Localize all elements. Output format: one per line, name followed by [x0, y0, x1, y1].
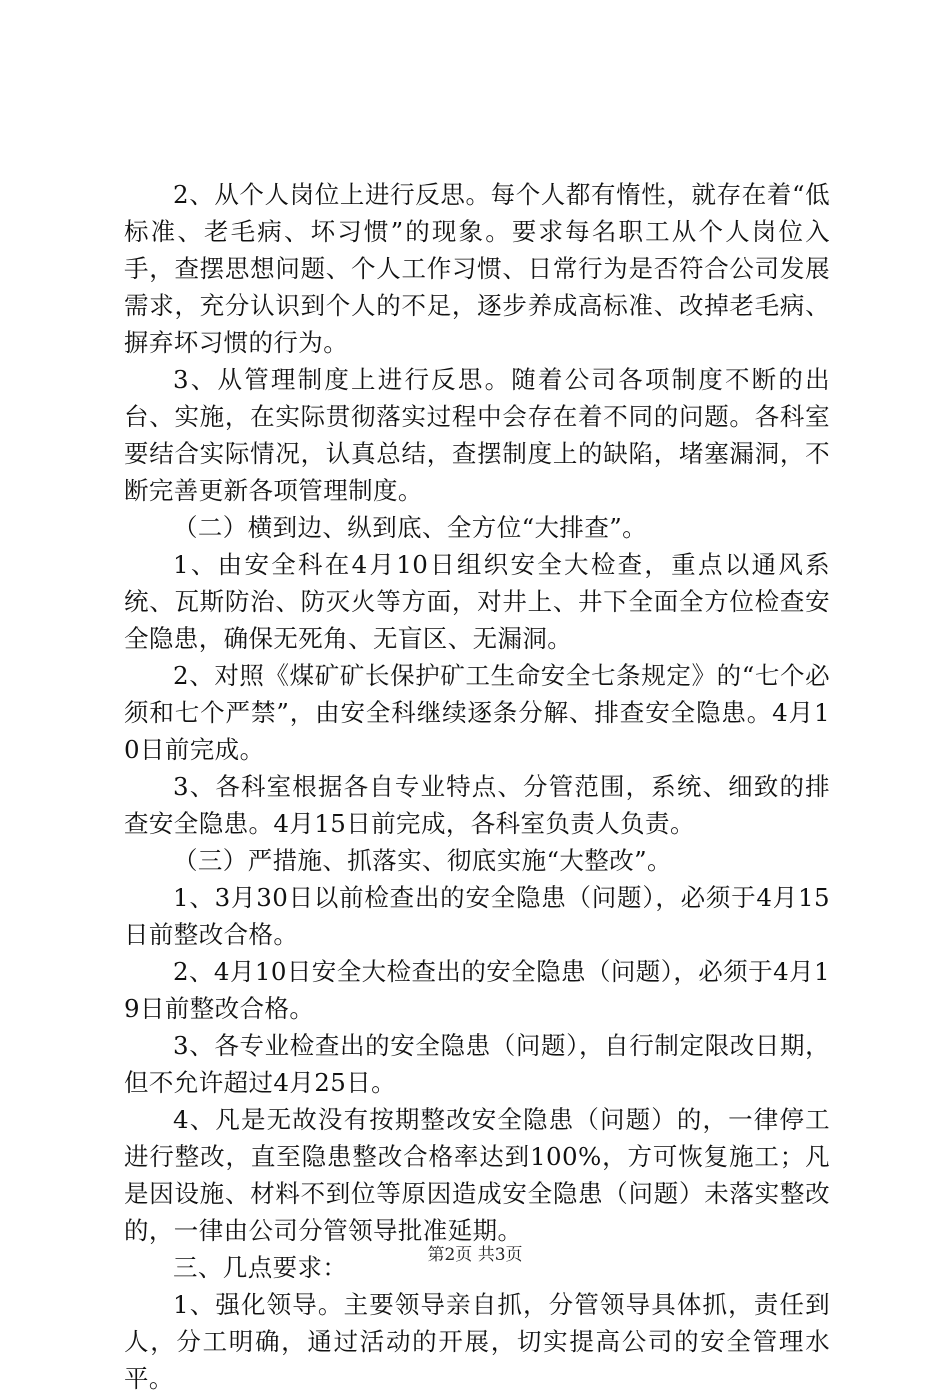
paragraph-rectification-4: 4、凡是无故没有按期整改安全隐患（问题）的，一律停工进行整改，直至隐患整改合格率达到100%，方可恢复施工；凡是因设施、材料不到位等原因造成安全隐患（问题）未落实整改的，一律由公司分管领导批准延期。	[124, 1105, 830, 1245]
section-heading-inspection: （二）横到边、纵到底、全方位“大排查”。	[173, 513, 648, 542]
paragraph-personal-reflection: 2、从个人岗位上进行反思。每个人都有惰性，就存在着“低标准、老毛病、坏习惯”的现象。要求每名职工从个人岗位入手，查摆思想问题、个人工作习惯、日常行为是否符合公司发展需求，充分认识到个人的不足，逐步养成高标准、改掉老毛病、摒弃坏习惯的行为。	[124, 180, 830, 357]
paragraph-management-reflection: 3、从管理制度上进行反思。随着公司各项制度不断的出台、实施，在实际贯彻落实过程中会存在着不同的问题。各科室要结合实际情况，认真总结，查摆制度上的缺陷，堵塞漏洞，不断完善更新各项管理制度。	[124, 365, 830, 505]
paragraph-inspection-3: 3、各科室根据各自专业特点、分管范围，系统、细致的排查安全隐患。4月15日前完成，各科室负责人负责。	[124, 772, 830, 838]
section-heading-requirements: 三、几点要求：	[173, 1253, 348, 1282]
section-heading-rectification: （三）严措施、抓落实、彻底实施“大整改”。	[173, 846, 672, 875]
paragraph-rectification-3: 3、各专业检查出的安全隐患（问题），自行制定限改日期，但不允许超过4月25日。	[124, 1031, 830, 1097]
document-body	[124, 176, 830, 1397]
paragraph-inspection-2: 2、对照《煤矿矿长保护矿工生命安全七条规定》的“七个必须和七个严禁”，由安全科继续逐条分解、排查安全隐患。4月10日前完成。	[124, 661, 830, 764]
paragraph-inspection-1: 1、由安全科在4月10日组织安全大检查，重点以通风系统、瓦斯防治、防灭火等方面，对井上、井下全面全方位检查安全隐患，确保无死角、无盲区、无漏洞。	[124, 550, 830, 653]
paragraph-requirement-1: 1、强化领导。主要领导亲自抓，分管领导具体抓，责任到人，分工明确，通过活动的开展，切实提高公司的安全管理水平。	[124, 1290, 830, 1393]
paragraph-rectification-1: 1、3月30日以前检查出的安全隐患（问题），必须于4月15日前整改合格。	[124, 883, 830, 949]
page-footer: 第2页 共3页	[427, 1245, 523, 1265]
paragraph-rectification-2: 2、4月10日安全大检查出的安全隐患（问题），必须于4月19日前整改合格。	[124, 957, 830, 1023]
